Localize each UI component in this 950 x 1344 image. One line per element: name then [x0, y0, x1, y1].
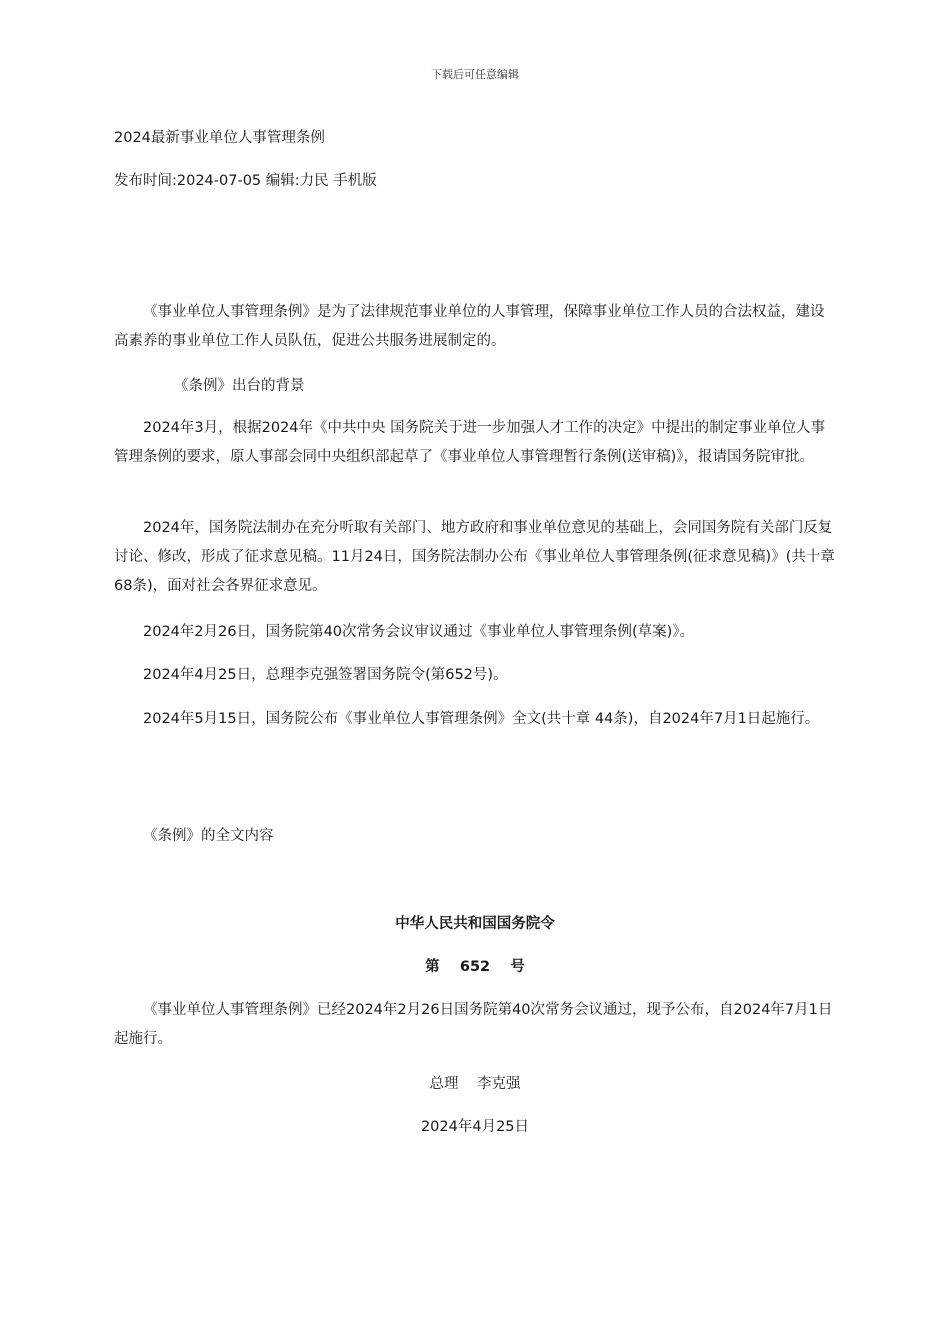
- decree-body: 《事业单位人事管理条例》已经2024年2月26日国务院第40次常务会议通过，现予公布，自2024年7月1日起施行。: [114, 1002, 833, 1047]
- decree-issuer: 中华人民共和国国务院令: [395, 916, 555, 932]
- header-note: 下载后可任意编辑: [431, 68, 519, 81]
- fulltext-heading: 《条例》的全文内容: [143, 828, 274, 844]
- history-paragraph: 2024年，国务院法制办在充分听取有关部门、地方政府和事业单位意见的基础上，会同国务院有关部门反复讨论、修改，形成了征求意见稿。11月24日，国务院法制办公布《事业单位人事管理条例(征求意见稿)》(共十章 68条)，面对社会各界征求意见。: [114, 520, 835, 594]
- decree-date: 2024年4月25日: [420, 1119, 530, 1135]
- doc-title: 2024最新事业单位人事管理条例: [114, 130, 325, 146]
- decree-signatory: 总理 李克强: [429, 1076, 521, 1092]
- history-paragraph: 2024年3月，根据2024年《中共中央 国务院关于进一步加强人才工作的决定》中提出的制定事业单位人事管理条例的要求，原人事部会同中央组织部起草了《事业单位人事管理暂行条例(送审稿)》，报请国务院审批。: [114, 420, 826, 465]
- history-paragraph: 2024年2月26日，国务院第40次常务会议审议通过《事业单位人事管理条例(草案)》。: [143, 624, 695, 640]
- history-paragraph: 2024年4月25日，总理李克强签署国务院令(第652号)。: [143, 667, 508, 683]
- history-paragraph: 2024年5月15日，国务院公布《事业单位人事管理条例》全文(共十章 44条)，自2024年7月1日起施行。: [143, 711, 820, 727]
- decree-number: 第 652 号: [425, 959, 525, 975]
- meta-line: 发布时间:2024-07-05 编辑:力民 手机版: [114, 173, 377, 189]
- background-heading: 《条例》出台的背景: [174, 378, 305, 394]
- intro-paragraph: 《事业单位人事管理条例》是为了法律规范事业单位的人事管理，保障事业单位工作人员的合法权益，建设高素养的事业单位工作人员队伍，促进公共服务进展制定的。: [114, 304, 825, 349]
